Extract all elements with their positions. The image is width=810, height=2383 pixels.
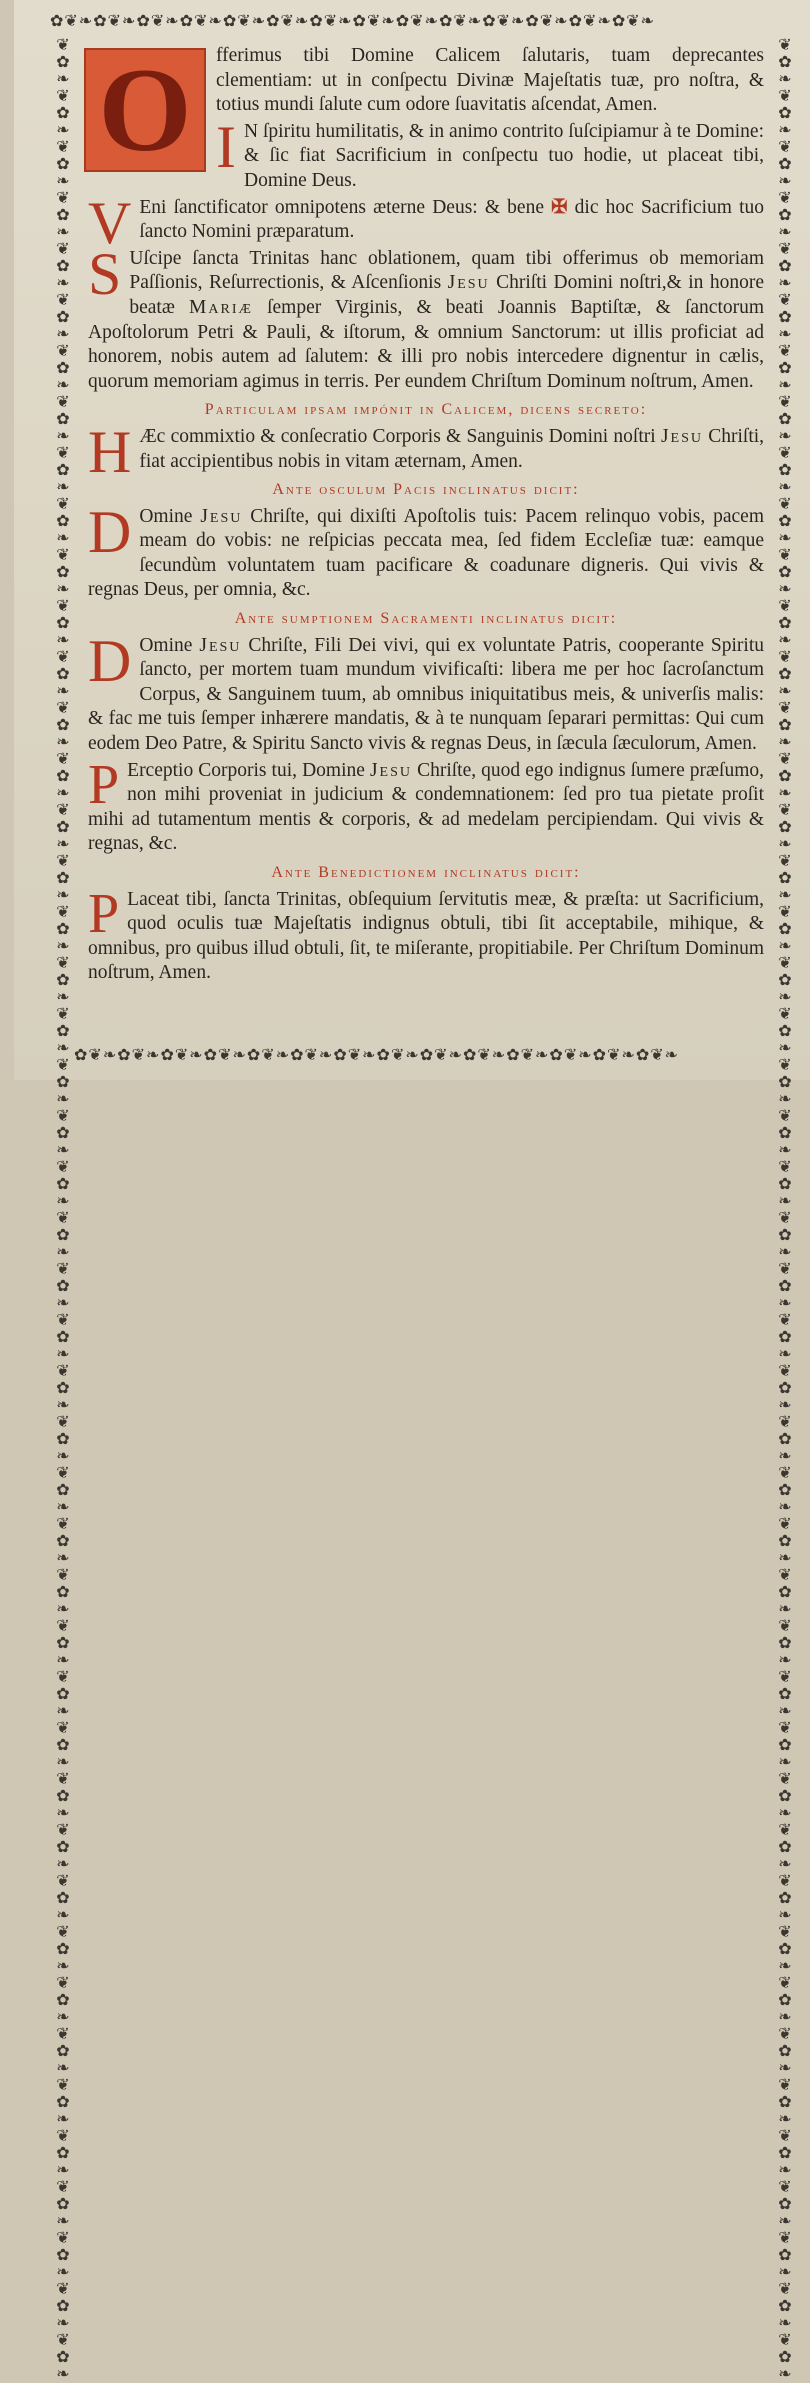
paragraph-perceptio bbox=[88, 753, 765, 857]
jesu-name: Jesu bbox=[369, 759, 412, 781]
rubric-osculum: Ante osculum Pacis inclinatus dicit: bbox=[272, 481, 580, 499]
left-ornament-border: ❦✿❧❦✿❧❦✿❧❦✿❧❦✿❧❦✿❧❦✿❧❦✿❧❦✿❧❦✿❧❦✿❧❦✿❧❦✿❧❦✿❧❦✿❧❦✿❧❦✿❧❦✿❧❦✿❧❦✿❧❦✿❧❦✿❧❦✿❧❦✿❧❦✿❧❦✿❧❦✿❧❦✿❧❦✿❧❦✿❧❦✿❧❦✿❧❦✿❧❦✿❧❦✿❧❦✿❧❦✿❧❦✿❧❦✿❧❦✿❧❦✿❧❦✿❧❦✿❧❦✿❧❦✿❧❦✿❧ bbox=[56, 35, 70, 2383]
haec-text-a: Æc commixtio & conſecratio Corporis & Sanguinis Domini noſtri bbox=[139, 425, 656, 447]
right-ornament-border: ❦✿❧❦✿❧❦✿❧❦✿❧❦✿❧❦✿❧❦✿❧❦✿❧❦✿❧❦✿❧❦✿❧❦✿❧❦✿❧❦✿❧❦✿❧❦✿❧❦✿❧❦✿❧❦✿❧❦✿❧❦✿❧❦✿❧❦✿❧❦✿❧❦✿❧❦✿❧❦✿❧❦✿❧❦✿❧❦✿❧❦✿❧❦✿❧❦✿❧❦✿❧❦✿❧❦✿❧❦✿❧❦✿❧❦✿❧❦✿❧❦✿❧❦✿❧❦✿❧❦✿❧❦✿❧❦✿❧ bbox=[778, 35, 792, 2383]
veni-text-a: Eni ſanctificator omnipotens æterne Deus: & bene bbox=[139, 196, 544, 218]
paragraph-domine-pax bbox=[88, 498, 764, 603]
drop-cap-h: H bbox=[88, 418, 132, 485]
suscipe-text-a: Uſcipe ſancta Trinitas hanc oblationem, quam tibi offerimus ob memoriam Paſſionis, Reſurrectionis, & Aſcenſionis bbox=[129, 247, 764, 294]
placeat-text: Laceat tibi, ſancta Trinitas, obſequium ſervitutis meæ, & præſta: ut Sacrificium, quod oculis tuæ Majeſtatis indignus obtuli, tibi ſit acceptabile, mihique, & omnibus, pro quibus illud obtuli, ſit, te miſerante, propitiabile. Per Chriſtum Dominum noſtrum, Amen. bbox=[88, 888, 764, 984]
paragraph-domine-fili bbox=[88, 627, 765, 757]
paragraph-haec bbox=[88, 418, 765, 485]
jesu-name: Jesu bbox=[199, 634, 242, 656]
perceptio-text-b: Chriſte, quod ego indignus ſumere præſumo, non mihi proveniat in judicium & condemnationem: ſed pro tua pietate proſit mihi ad tutamentum mentis & corporis, & ad medelam percipiendam. Qui vivis & regnas, &c. bbox=[88, 759, 765, 855]
mariae-name: Mariæ bbox=[189, 296, 253, 318]
suscipe-text-c: ſemper Virginis, & beati Joannis Baptiſtæ, & ſanctorum Apoſtolorum Petri & Pauli, & iſtorum, & omnium Sanctorum: ut illis proficiat ad honorem, nobis autem ad ſalutem: & illi pro nobis intercedere dignentur in cælis, quorum memoriam agimus in terris. Per eundem Chriſtum Dominum noſtrum, Amen. bbox=[88, 296, 765, 392]
domine1-text-a: Omine bbox=[139, 505, 193, 527]
rubric-particulam: Particulam ipsam impónit in Calicem, dicens secreto: bbox=[204, 401, 648, 419]
rubric-sumptionem: Ante sumptionem Sacramenti inclinatus dicit: bbox=[234, 610, 618, 628]
haec-text-b: Chriſti, fiat accipientibus nobis in vitam æternam, Amen. bbox=[139, 425, 765, 472]
paragraph-placeat bbox=[88, 882, 764, 986]
domine1-text-b: Chriſte, qui dixiſti Apoſtolis tuis: Pacem relinquo vobis, pacem meam do vobis: ne reſpicias peccata mea, ſed fidem Eccleſiæ tuæ: eamque ſecundùm voluntatem tuam pacificare & coadunare digneris. Qui vivis & regnas Deus, per omnia, &c. bbox=[88, 505, 764, 601]
drop-cap-d: D bbox=[88, 498, 132, 565]
domine2-text-a: Omine bbox=[139, 634, 193, 656]
suscipe-text-b: Chriſti Domini noſtri,& in honore beatæ bbox=[129, 272, 765, 318]
drop-cap-v: V bbox=[88, 189, 132, 256]
drop-cap-s: S bbox=[88, 240, 122, 307]
perceptio-text-a: Erceptio Corporis tui, Domine bbox=[127, 759, 365, 781]
drop-cap-p: P bbox=[88, 882, 120, 945]
decorated-initial-o bbox=[84, 42, 206, 176]
jesu-name: Jesu bbox=[200, 505, 243, 527]
prayer-text-block bbox=[88, 44, 764, 1044]
drop-cap-i: I bbox=[216, 113, 236, 180]
domine2-text-b: Chriſte, Fili Dei vivi, qui ex voluntate Patris, cooperante Spiritu ſancto, per mortem tuam mundum vivificaſti: libera me per hoc ſacroſanctum Corpus, & Sanguinem tuum, ab omnibus iniquitatibus meis, & univerſis malis: & fac me tuis ſemper inhærere mandatis, & à te nunquam ſeparari permittas: Qui cum eodem Deo Patre, & Spiritu Sancto vivis & regnas Deus, in ſæcula ſæculorum, Amen. bbox=[88, 634, 765, 755]
cross-icon: ✠ bbox=[551, 196, 568, 218]
jesu-name: Jesu bbox=[660, 425, 703, 447]
top-ornament-border: ✿❦❧✿❦❧✿❦❧✿❦❧✿❦❧✿❦❧✿❦❧✿❦❧✿❦❧✿❦❧✿❦❧✿❦❧✿❦❧✿❦❧ bbox=[50, 11, 656, 30]
paragraph-veni bbox=[88, 189, 764, 256]
rubric-benedictionem: Ante Benedictionem inclinatus dicit: bbox=[271, 864, 581, 881]
initial-letter: O bbox=[98, 42, 192, 176]
offerimus-text: fferimus tibi Domine Calicem ſalutaris, tuam deprecantes clementiam: ut in conſpectu Divinæ Majeſtatis tuæ, pro noſtra, & totius mundi ſalute cum odore ſuavitatis aſcendat, Amen. bbox=[216, 45, 764, 116]
drop-cap-d: D bbox=[88, 627, 132, 694]
bottom-ornament-border: ✿❦❧✿❦❧✿❦❧✿❦❧✿❦❧✿❦❧✿❦❧✿❦❧✿❦❧✿❦❧✿❦❧✿❦❧✿❦❧✿❦❧ bbox=[74, 1045, 680, 1064]
in-spiritu-text: N ſpiritu humilitatis, & in animo contrito ſuſcipiamur à te Domine: & ſic fiat Sacrificium in conſpectu tuo hodie, ut placeat tibi, Domine Deus. bbox=[243, 120, 764, 191]
jesu-name: Jesu bbox=[447, 272, 490, 294]
paragraph-suscipe bbox=[88, 240, 765, 395]
veni-text-b: dic hoc Sacrificium tuo ſancto Nomini præparatum. bbox=[139, 196, 764, 243]
drop-cap-p: P bbox=[88, 753, 120, 816]
